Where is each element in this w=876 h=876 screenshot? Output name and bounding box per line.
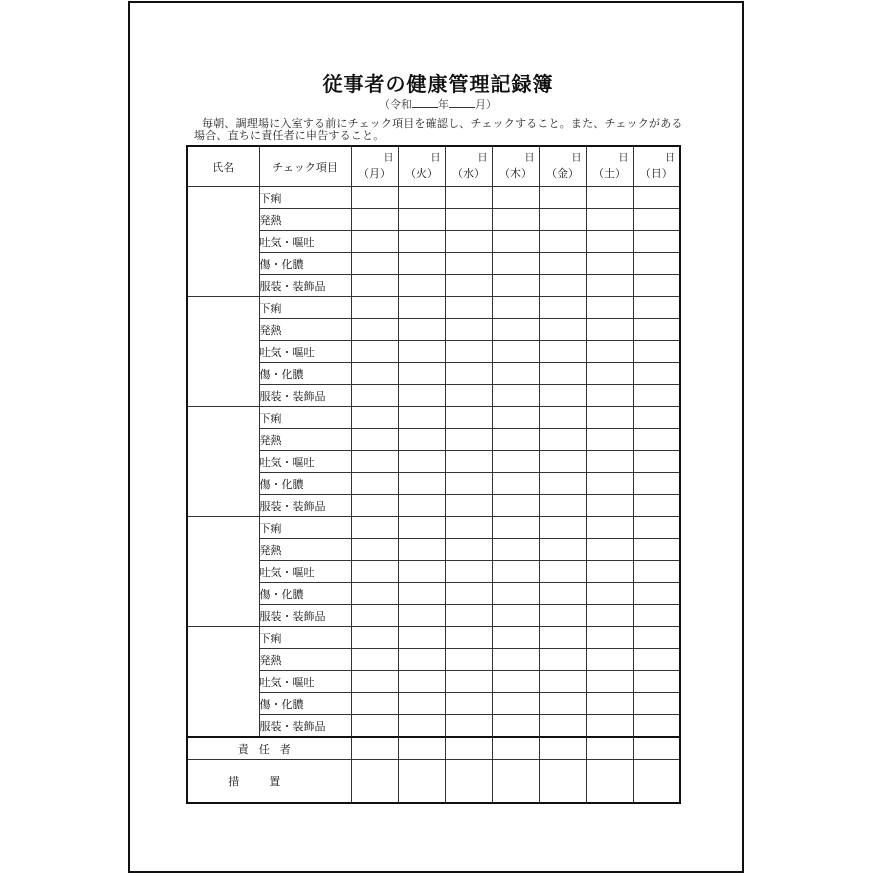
table-row [187,495,680,517]
check-item-label: 傷・化膿 [259,583,351,605]
check-item-label: 服装・装飾品 [259,715,351,738]
check-cell[interactable] [633,671,680,693]
check-cell[interactable] [445,627,492,649]
check-cell[interactable] [492,693,539,715]
check-cell[interactable] [445,341,492,363]
check-cell[interactable] [586,627,633,649]
employee-name-cell[interactable] [187,297,259,407]
check-cell[interactable] [633,517,680,539]
measure-cell[interactable] [633,760,680,804]
check-cell[interactable] [445,319,492,341]
measure-cell[interactable] [492,760,539,804]
day-label[interactable]: 日 [665,153,675,164]
check-cell[interactable] [539,275,586,297]
check-cell[interactable] [633,407,680,429]
check-cell[interactable] [351,385,398,407]
check-cell[interactable] [398,363,445,385]
check-cell[interactable] [445,693,492,715]
check-cell[interactable] [633,275,680,297]
check-cell[interactable] [351,231,398,253]
check-cell[interactable] [398,539,445,561]
header-check-item: チェック項目 [259,146,351,187]
table-row [187,517,680,539]
table-row [187,385,680,407]
check-cell[interactable] [633,561,680,583]
header-day-4 [492,146,539,187]
period-month-label: 月） [475,98,497,111]
measure-cell[interactable] [445,760,492,804]
check-cell[interactable] [492,715,539,738]
check-cell[interactable] [633,297,680,319]
check-cell[interactable] [351,407,398,429]
check-cell[interactable] [586,715,633,738]
table-row [187,231,680,253]
table-row [187,649,680,671]
check-cell[interactable] [398,341,445,363]
header-row [187,146,680,187]
check-cell[interactable] [351,297,398,319]
check-cell[interactable] [398,275,445,297]
check-cell[interactable] [586,451,633,473]
check-cell[interactable] [492,429,539,451]
check-cell[interactable] [445,539,492,561]
check-cell[interactable] [445,671,492,693]
table-row [187,187,680,209]
check-cell[interactable] [586,517,633,539]
period-year-label: 年 [438,98,449,111]
check-cell[interactable] [351,429,398,451]
check-cell[interactable] [445,649,492,671]
check-cell[interactable] [539,407,586,429]
check-cell[interactable] [445,605,492,627]
check-cell[interactable] [445,297,492,319]
check-cell[interactable] [492,671,539,693]
check-cell[interactable] [492,451,539,473]
check-item-label: 下痢 [259,517,351,539]
check-cell[interactable] [633,209,680,231]
check-cell[interactable] [633,495,680,517]
check-item-label: 服装・装飾品 [259,605,351,627]
responsible-signature-cell[interactable] [633,737,680,760]
table-row [187,407,680,429]
check-cell[interactable] [586,561,633,583]
check-cell[interactable] [539,429,586,451]
check-cell[interactable] [398,583,445,605]
check-cell[interactable] [398,187,445,209]
check-cell[interactable] [492,605,539,627]
check-cell[interactable] [539,671,586,693]
check-cell[interactable] [351,561,398,583]
check-cell[interactable] [398,253,445,275]
check-cell[interactable] [445,253,492,275]
check-cell[interactable] [445,187,492,209]
check-cell[interactable] [398,605,445,627]
check-cell[interactable] [633,627,680,649]
check-cell[interactable] [633,341,680,363]
check-cell[interactable] [351,605,398,627]
check-cell[interactable] [492,363,539,385]
check-cell[interactable] [586,671,633,693]
check-cell[interactable] [445,363,492,385]
check-cell[interactable] [586,649,633,671]
measure-cell[interactable] [398,760,445,804]
day-label[interactable]: 日 [383,153,394,164]
check-cell[interactable] [586,407,633,429]
header-name: 氏名 [187,146,259,187]
check-cell[interactable] [351,583,398,605]
measure-row [187,760,680,804]
responsible-signature-cell[interactable] [492,737,539,760]
check-cell[interactable] [445,275,492,297]
check-item-label: 発熱 [259,539,351,561]
check-cell[interactable] [445,429,492,451]
check-cell[interactable] [445,231,492,253]
table-row [187,473,680,495]
month-blank[interactable] [449,97,475,108]
weekday-label: （土） [593,167,626,180]
check-cell[interactable] [586,231,633,253]
check-cell[interactable] [586,583,633,605]
check-cell[interactable] [492,649,539,671]
check-cell[interactable] [445,451,492,473]
check-item-label: 傷・化膿 [259,473,351,495]
instruction-text: 毎朝、調理場に入室する前にチェック項目を確認し、チェックすること。また、チェックがある場合、直ちに責任者に申告すること。 [194,117,683,142]
check-cell[interactable] [586,605,633,627]
check-cell[interactable] [351,473,398,495]
check-cell[interactable] [445,407,492,429]
table-row [187,253,680,275]
check-cell[interactable] [633,539,680,561]
measure-cell[interactable] [586,760,633,804]
check-cell[interactable] [586,495,633,517]
check-cell[interactable] [445,517,492,539]
weekday-label: （日） [639,167,673,180]
measure-cell[interactable] [539,760,586,804]
check-cell[interactable] [586,429,633,451]
check-cell[interactable] [586,539,633,561]
check-cell[interactable] [586,693,633,715]
check-item-label: 発熱 [259,429,351,451]
check-item-label: 発熱 [259,649,351,671]
check-cell[interactable] [398,451,445,473]
check-cell[interactable] [351,649,398,671]
check-cell[interactable] [445,385,492,407]
check-item-label: 傷・化膿 [259,363,351,385]
check-cell[interactable] [492,187,539,209]
check-cell[interactable] [351,363,398,385]
check-cell[interactable] [539,473,586,495]
check-cell[interactable] [633,583,680,605]
responsible-signature-cell[interactable] [586,737,633,760]
table-row [187,363,680,385]
check-cell[interactable] [633,693,680,715]
check-cell[interactable] [586,253,633,275]
check-cell[interactable] [539,561,586,583]
check-cell[interactable] [633,715,680,738]
check-cell[interactable] [492,209,539,231]
check-cell[interactable] [492,561,539,583]
table-row [187,275,680,297]
check-item-label: 傷・化膿 [259,693,351,715]
check-cell[interactable] [398,693,445,715]
check-cell[interactable] [398,429,445,451]
check-cell[interactable] [492,473,539,495]
responsible-label: 責任者 [187,737,351,760]
table-row [187,319,680,341]
check-cell[interactable] [539,539,586,561]
responsible-signature-cell[interactable] [539,737,586,760]
check-cell[interactable] [398,473,445,495]
check-cell[interactable] [398,385,445,407]
check-cell[interactable] [492,319,539,341]
check-cell[interactable] [539,627,586,649]
header-day-1 [351,146,398,187]
check-cell[interactable] [398,649,445,671]
measure-label: 措置 [187,760,351,804]
check-item-label: 下痢 [259,187,351,209]
check-cell[interactable] [445,209,492,231]
check-cell[interactable] [398,561,445,583]
check-cell[interactable] [351,715,398,738]
check-cell[interactable] [539,209,586,231]
check-cell[interactable] [633,649,680,671]
check-cell[interactable] [492,407,539,429]
check-cell[interactable] [539,187,586,209]
check-cell[interactable] [445,561,492,583]
check-item-label: 発熱 [259,209,351,231]
check-cell[interactable] [492,385,539,407]
check-cell[interactable] [351,341,398,363]
check-item-label: 服装・装飾品 [259,495,351,517]
check-cell[interactable] [492,517,539,539]
check-item-label: 吐気・嘔吐 [259,561,351,583]
day-label[interactable]: 日 [524,153,535,164]
year-blank[interactable] [412,97,438,108]
check-cell[interactable] [351,275,398,297]
check-cell[interactable] [539,517,586,539]
table-row [187,561,680,583]
check-cell[interactable] [633,473,680,495]
header-day-7 [633,146,680,187]
check-cell[interactable] [351,627,398,649]
check-cell[interactable] [492,297,539,319]
check-cell[interactable] [633,231,680,253]
check-cell[interactable] [586,473,633,495]
check-cell[interactable] [398,715,445,738]
check-item-label: 傷・化膿 [259,253,351,275]
check-cell[interactable] [351,209,398,231]
check-cell[interactable] [539,253,586,275]
responsible-row [187,737,680,760]
check-cell[interactable] [398,495,445,517]
check-cell[interactable] [586,319,633,341]
check-cell[interactable] [492,341,539,363]
weekday-label: （月） [358,167,391,180]
check-cell[interactable] [398,319,445,341]
check-cell[interactable] [539,231,586,253]
check-cell[interactable] [539,451,586,473]
check-item-label: 発熱 [259,319,351,341]
check-cell[interactable] [398,517,445,539]
check-cell[interactable] [351,671,398,693]
check-cell[interactable] [586,363,633,385]
table-row [187,583,680,605]
check-item-label: 吐気・嘔吐 [259,451,351,473]
check-cell[interactable] [539,341,586,363]
check-cell[interactable] [539,715,586,738]
check-cell[interactable] [539,297,586,319]
check-cell[interactable] [633,429,680,451]
check-item-label: 吐気・嘔吐 [259,671,351,693]
check-item-label: 下痢 [259,407,351,429]
check-cell[interactable] [492,231,539,253]
check-cell[interactable] [398,297,445,319]
check-cell[interactable] [633,253,680,275]
check-item-label: 下痢 [259,627,351,649]
check-cell[interactable] [492,275,539,297]
check-cell[interactable] [586,297,633,319]
header-day-6 [586,146,633,187]
check-cell[interactable] [633,605,680,627]
check-cell[interactable] [539,319,586,341]
check-cell[interactable] [586,209,633,231]
check-cell[interactable] [539,693,586,715]
table-row [187,671,680,693]
check-cell[interactable] [539,385,586,407]
check-cell[interactable] [492,627,539,649]
weekday-label: （火） [405,167,438,180]
check-cell[interactable] [351,187,398,209]
check-item-label: 吐気・嘔吐 [259,341,351,363]
check-item-label: 服装・装飾品 [259,275,351,297]
day-label[interactable]: 日 [430,153,441,164]
check-cell[interactable] [633,363,680,385]
check-cell[interactable] [351,451,398,473]
check-cell[interactable] [445,495,492,517]
table-row [187,297,680,319]
check-item-label: 下痢 [259,297,351,319]
employee-name-cell[interactable] [187,407,259,517]
day-label[interactable]: 日 [618,153,629,164]
check-cell[interactable] [539,649,586,671]
weekday-label: （水） [452,167,485,180]
table-row [187,539,680,561]
check-cell[interactable] [445,715,492,738]
table-row [187,209,680,231]
check-cell[interactable] [398,407,445,429]
weekday-label: （木） [499,167,532,180]
check-cell[interactable] [633,187,680,209]
responsible-signature-cell[interactable] [398,737,445,760]
responsible-signature-cell[interactable] [351,737,398,760]
check-cell[interactable] [351,517,398,539]
check-cell[interactable] [351,495,398,517]
check-cell[interactable] [398,627,445,649]
check-cell[interactable] [539,583,586,605]
check-cell[interactable] [539,605,586,627]
check-cell[interactable] [398,209,445,231]
check-item-label: 吐気・嘔吐 [259,231,351,253]
responsible-signature-cell[interactable] [445,737,492,760]
check-cell[interactable] [492,539,539,561]
health-log-table [186,145,681,804]
check-cell[interactable] [445,583,492,605]
check-cell[interactable] [351,539,398,561]
check-item-label: 服装・装飾品 [259,385,351,407]
check-cell[interactable] [586,187,633,209]
header-day-2 [398,146,445,187]
employee-name-cell[interactable] [187,187,259,297]
employee-name-cell[interactable] [187,517,259,627]
measure-cell[interactable] [351,760,398,804]
day-label[interactable]: 日 [477,153,488,164]
table-row [187,605,680,627]
day-label[interactable]: 日 [571,153,582,164]
employee-name-cell[interactable] [187,627,259,738]
check-cell[interactable] [492,253,539,275]
check-cell[interactable] [492,495,539,517]
check-cell[interactable] [633,319,680,341]
header-day-3 [445,146,492,187]
document-period [0,96,876,112]
document-title: 従事者の健康管理記録簿 [322,72,554,96]
table-row [187,715,680,738]
period-prefix: （令和 [379,98,412,111]
table-row [187,627,680,649]
check-cell[interactable] [539,495,586,517]
check-cell[interactable] [586,341,633,363]
check-cell[interactable] [633,451,680,473]
check-cell[interactable] [539,363,586,385]
table-row [187,451,680,473]
table-row [187,693,680,715]
table-row [187,429,680,451]
check-cell[interactable] [398,671,445,693]
check-cell[interactable] [492,583,539,605]
check-cell[interactable] [398,231,445,253]
header-day-5 [539,146,586,187]
check-cell[interactable] [633,385,680,407]
weekday-label: （金） [546,167,579,180]
check-cell[interactable] [351,319,398,341]
check-cell[interactable] [351,693,398,715]
check-cell[interactable] [586,385,633,407]
check-cell[interactable] [586,275,633,297]
check-cell[interactable] [351,253,398,275]
table-row [187,341,680,363]
check-cell[interactable] [445,473,492,495]
